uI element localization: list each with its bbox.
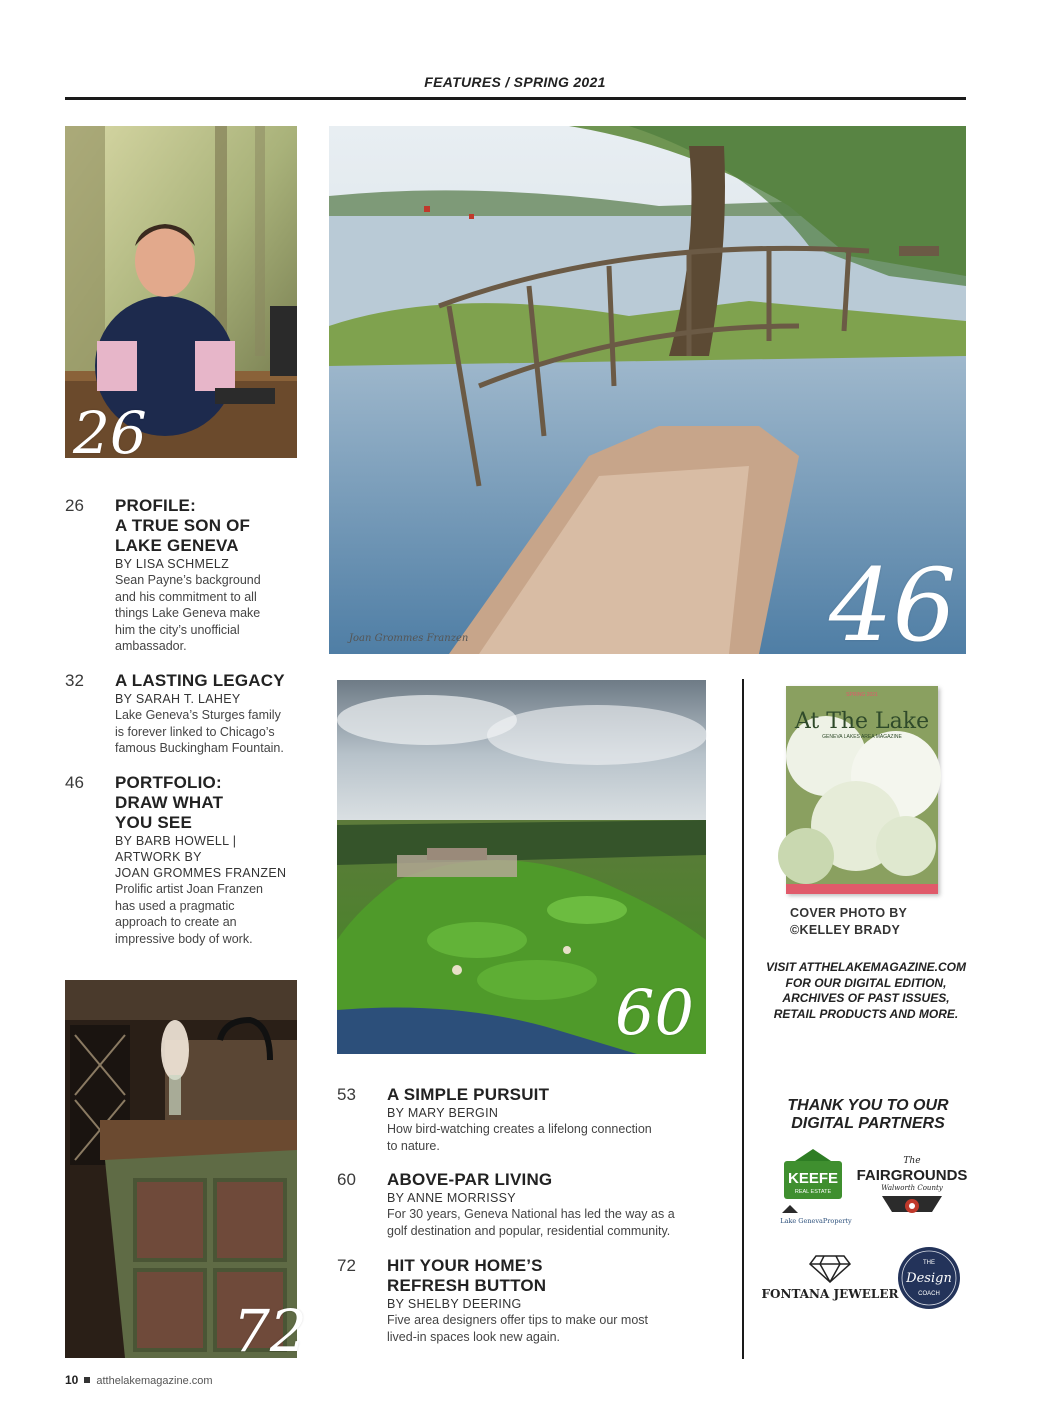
feature-entry-26[interactable] bbox=[65, 496, 305, 656]
feature-title: HIT YOUR HOME’S REFRESH BUTTON bbox=[387, 1256, 547, 1295]
page-number: 10 bbox=[65, 1373, 79, 1387]
feature-byline: BY LISA SCHMELZ bbox=[115, 557, 230, 571]
profile-photo bbox=[65, 126, 297, 467]
feature-byline: BY MARY BERGIN bbox=[387, 1106, 499, 1120]
feature-title: PROFILE: A TRUE SON OF LAKE GENEVA bbox=[115, 496, 251, 555]
kitchen-photo-number: 72 bbox=[233, 1297, 307, 1365]
feature-page-number: 60 bbox=[337, 1170, 356, 1189]
footer-square bbox=[84, 1377, 90, 1383]
feature-page-number: 53 bbox=[337, 1085, 356, 1104]
feature-entry-53[interactable] bbox=[337, 1085, 717, 1155]
lake-geneva-property: Lake GenevaProperty bbox=[780, 1217, 852, 1225]
feature-title: A SIMPLE PURSUIT bbox=[387, 1085, 550, 1104]
feature-description: Prolific artist Joan Franzen has used a pragmatic approach to create an impressive body of work. bbox=[115, 882, 263, 946]
profile-photo-number: 26 bbox=[73, 399, 147, 467]
cover-masthead: At The Lake bbox=[794, 709, 930, 734]
golf-photo-number: 60 bbox=[615, 976, 694, 1049]
feature-entry-32[interactable] bbox=[65, 671, 305, 761]
fairgrounds-logo[interactable] bbox=[856, 1152, 968, 1224]
header-rule bbox=[65, 97, 966, 100]
feature-title: A LASTING LEGACY bbox=[115, 671, 285, 690]
painting-signature: Joan Grommes Franzen bbox=[349, 633, 469, 644]
feature-page-number: 72 bbox=[337, 1256, 356, 1275]
feature-description: Lake Geneva’s Sturges family is forever linked to Chicago’s famous Buckingham Fountain. bbox=[115, 708, 284, 755]
feature-description: Five area designers offer tips to make our most lived-in spaces look new again. bbox=[387, 1313, 648, 1344]
footer-site[interactable]: atthelakemagazine.com bbox=[96, 1375, 213, 1387]
feature-description: Sean Payne’s background and his commitment to all things Lake Geneva make him the city’s unofficial ambassador. bbox=[115, 573, 261, 653]
feature-description: For 30 years, Geneva National has led the way as a golf destination and popular, residential community. bbox=[387, 1207, 675, 1238]
keefe-name: KEEFE bbox=[787, 1170, 839, 1187]
feature-byline: BY BARB HOWELL | ARTWORK BY JOAN GROMMES FRANZEN bbox=[115, 834, 287, 880]
fontana-jeweler-logo[interactable] bbox=[761, 1248, 899, 1302]
feature-byline: BY SHELBY DEERING bbox=[387, 1297, 522, 1311]
design-coach-top: THE bbox=[923, 1260, 935, 1266]
page-footer bbox=[65, 1373, 213, 1387]
keefe-sub: REAL ESTATE bbox=[794, 1189, 832, 1195]
cover-tagline: GENEVA LAKES AREA MAGAZINE bbox=[822, 734, 902, 740]
fontana-name: FONTANA JEWELER bbox=[761, 1287, 899, 1301]
feature-page-number: 26 bbox=[65, 496, 84, 515]
column-divider bbox=[742, 679, 744, 1359]
feature-page-number: 46 bbox=[65, 773, 84, 792]
design-coach-logo[interactable] bbox=[897, 1246, 961, 1310]
fairgrounds-name: FAIRGROUNDS bbox=[856, 1167, 968, 1184]
design-coach-sub: COACH bbox=[918, 1291, 940, 1297]
diamond-icon bbox=[810, 1256, 850, 1282]
kitchen-photo bbox=[65, 980, 307, 1365]
cover-season: SPRING 2021 bbox=[846, 692, 878, 698]
cover-thumbnail[interactable] bbox=[786, 686, 938, 894]
feature-entry-72[interactable] bbox=[337, 1256, 717, 1346]
feature-title: ABOVE-PAR LIVING bbox=[387, 1170, 553, 1189]
section-header: FEATURES / SPRING 2021 bbox=[424, 74, 606, 90]
design-coach-name: Design bbox=[906, 1271, 952, 1286]
feature-description: How bird-watching creates a lifelong connection to nature. bbox=[387, 1122, 652, 1153]
feature-page-number: 32 bbox=[65, 671, 84, 690]
visit-website-note[interactable]: VISIT ATTHELAKEMAGAZINE.COM FOR OUR DIGITAL EDITION, ARCHIVES OF PAST ISSUES, RETAIL PRODUCTS AND MORE. bbox=[766, 960, 966, 1021]
feature-entry-46[interactable] bbox=[65, 773, 305, 953]
bridge-painting-number: 46 bbox=[829, 547, 957, 664]
fairgrounds-sub: Walworth County bbox=[881, 1184, 943, 1192]
feature-byline: BY ANNE MORRISSY bbox=[387, 1191, 516, 1205]
feature-entry-60[interactable] bbox=[337, 1170, 717, 1240]
partners-heading: THANK YOU TO OUR DIGITAL PARTNERS bbox=[787, 1097, 949, 1132]
bridge-painting bbox=[329, 126, 966, 664]
feature-byline: BY SARAH T. LAHEY bbox=[115, 692, 241, 706]
cover-caption: COVER PHOTO BY ©KELLEY BRADY bbox=[790, 906, 908, 937]
feature-title: PORTFOLIO: DRAW WHAT YOU SEE bbox=[115, 773, 224, 832]
fairgrounds-top: The bbox=[903, 1156, 921, 1166]
golf-aerial-photo bbox=[337, 680, 706, 1054]
keefe-real-estate-logo[interactable] bbox=[776, 1147, 850, 1231]
